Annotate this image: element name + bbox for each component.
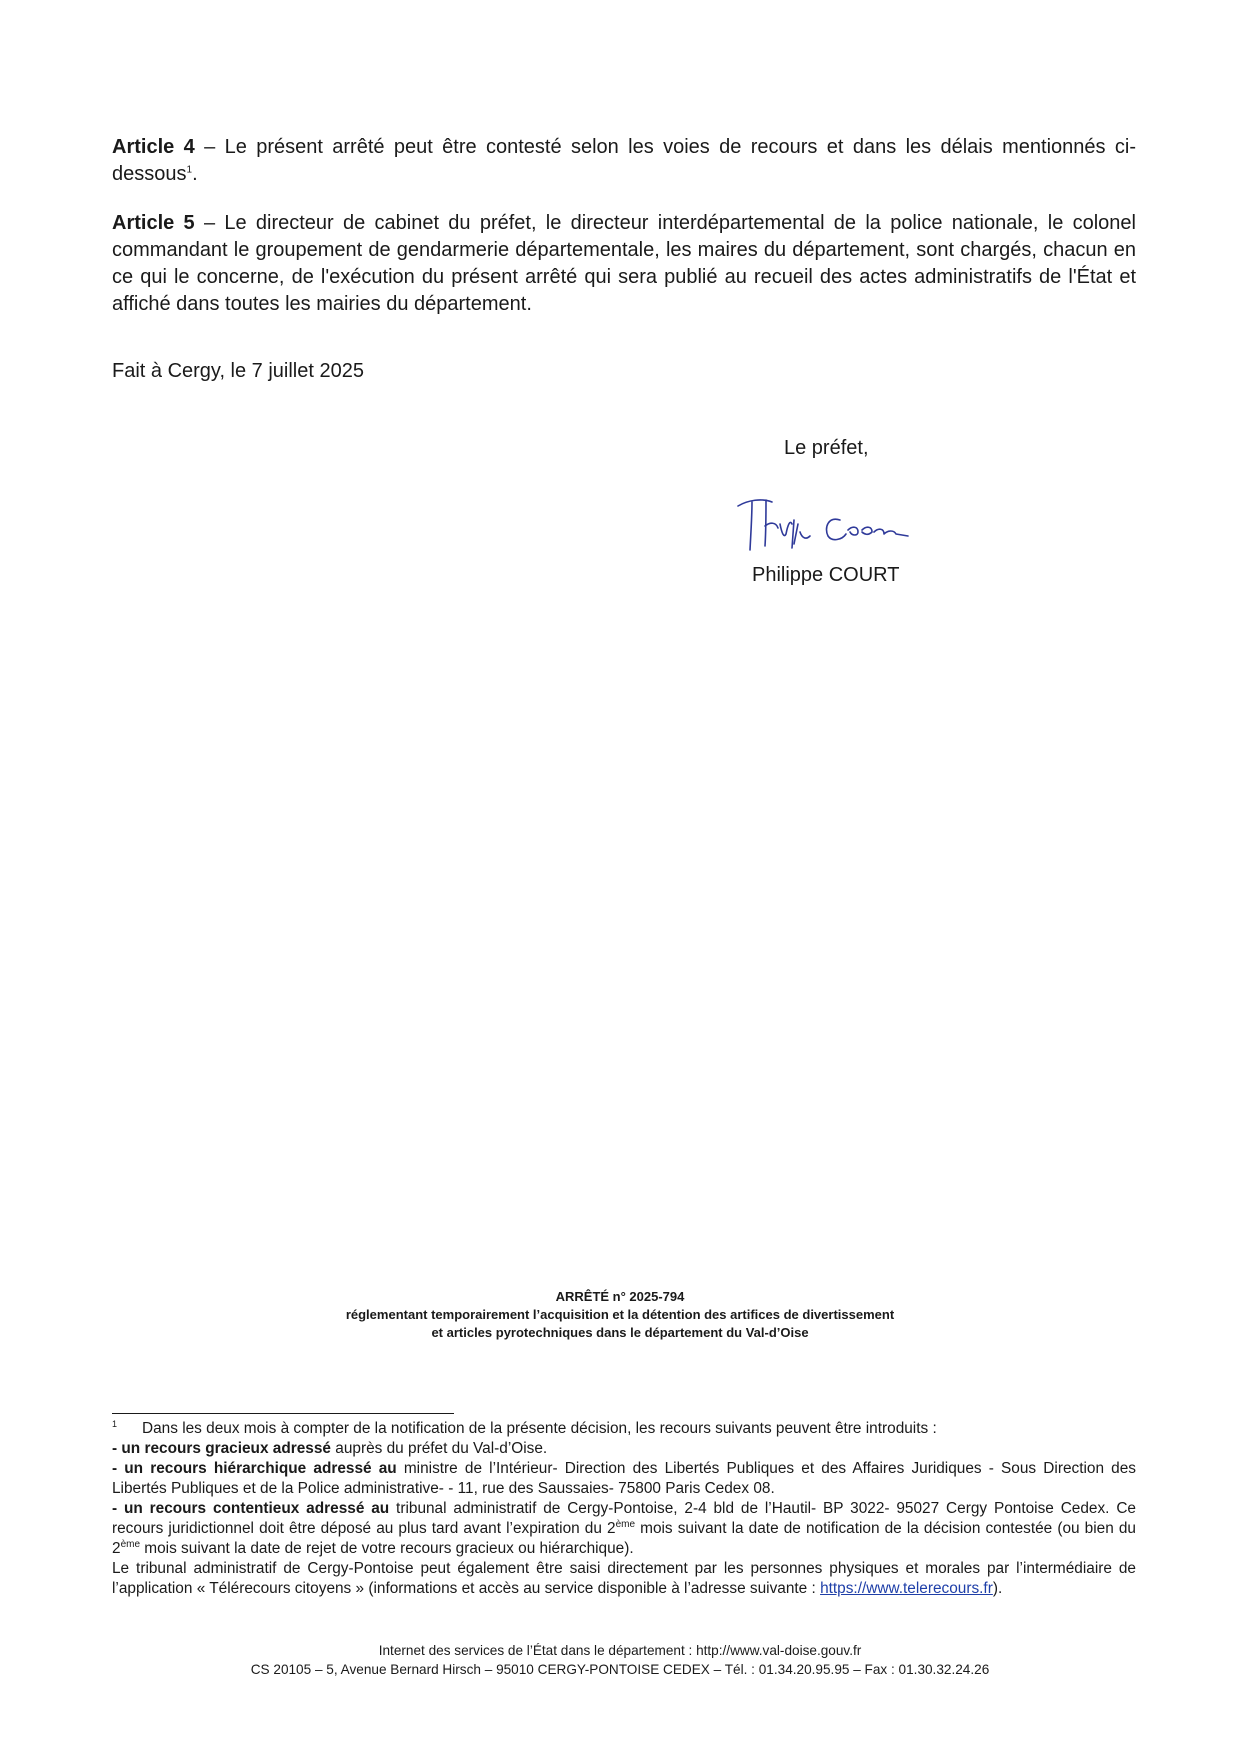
recours-contentieux-text-c: mois suivant la date de rejet de votre recours gracieux ou hiérarchique). <box>140 1540 634 1557</box>
article-5-label: Article 5 <box>112 212 195 234</box>
recours-contentieux-text-a: tribunal administratif de Cergy-Pontoise, 2-4 bld de l’Hautil- BP 3022- 95027 Cergy Pontoise Cedex. Ce recours juridictionnel doit être déposé au plus tard avant l’expiration du 2 <box>112 1500 1136 1537</box>
recours-hierarchique-label: - un recours hiérarchique adressé au <box>112 1460 397 1477</box>
footnote-recours-gracieux <box>112 1439 1136 1459</box>
recours-gracieux-text: auprès du préfet du Val-d’Oise. <box>331 1440 548 1457</box>
article-4-text: Le présent arrêté peut être contesté selon les voies de recours et dans les délais mentionnés ci-dessous <box>112 136 1136 185</box>
arrete-number: ARRÊTÉ n° 2025-794 <box>555 1289 685 1304</box>
footnote-reference: 1 <box>186 164 193 176</box>
telerecours-link[interactable]: https://www.telerecours.fr <box>820 1580 993 1597</box>
telerecours-text: Le tribunal administratif de Cergy-Pontoise peut également être saisi directement par les personnes physiques et morales par l’intermédiaire de l’application « Télérecours citoyens » (informations et accès au service disponible à l’adresse suivante : <box>112 1560 1136 1597</box>
footnote-intro-text: Dans les deux mois à compter de la notification de la présente décision, les recours suivants peuvent être introduits : <box>142 1420 937 1437</box>
recours-contentieux-label: - un recours contentieux adressé au <box>112 1500 390 1517</box>
article-5-text: Le directeur de cabinet du préfet, le directeur interdépartemental de la police nationale, le colonel commandant le groupement de gendarmerie départementale, les maires du département, sont chargés, chacun en ce qui le concerne, de l'exécution du présent arrêté qui sera publié au recueil des actes administratifs de l'État et affiché dans toutes les mairies du département. <box>112 212 1136 315</box>
telerecours-end: ). <box>992 1580 1003 1597</box>
superscript-eme: ème <box>120 1538 141 1550</box>
recours-gracieux-label: - un recours gracieux adressé <box>112 1440 331 1457</box>
article-5 <box>112 210 1136 318</box>
handwritten-signature <box>728 494 924 560</box>
signatory-name: Philippe COURT <box>752 564 900 586</box>
arrete-title-line-1: réglementant temporairement l’acquisition et la détention des artifices de divertissement <box>345 1307 895 1322</box>
article-4-end: . <box>192 163 198 185</box>
footnote-intro: 1 Dans les deux mois à compter de la notification de la présente décision, les recours suivants peuvent être introduits : <box>112 1418 937 1437</box>
article-4-separator: – <box>194 136 225 158</box>
footnote-separator <box>112 1413 454 1414</box>
superscript-eme: ème <box>615 1518 636 1530</box>
place-date: Fait à Cergy, le 7 juillet 2025 <box>112 360 364 382</box>
footer-address-line: CS 20105 – 5, Avenue Bernard Hirsch – 95010 CERGY-PONTOISE CEDEX – Tél. : 01.34.20.95.95 – Fax : 01.30.32.24.26 <box>250 1662 990 1677</box>
footer-website-line: Internet des services de l’État dans le département : http://www.val-doise.gouv.fr <box>378 1643 862 1658</box>
footnote-recours-contentieux <box>112 1499 1136 1559</box>
signatory-title: Le préfet, <box>784 437 869 459</box>
footnote-telerecours <box>112 1559 1136 1599</box>
recours-hierarchique-text: ministre de l’Intérieur- Direction des Libertés Publiques et des Affaires Juridiques - Sous Direction des Libertés Publiques et de la Police administrative- - 11, rue des Saussaies- 75800 Paris Cedex 08. <box>112 1460 1136 1497</box>
arrete-title-line-2: et articles pyrotechniques dans le département du Val-d’Oise <box>431 1325 809 1340</box>
recours-contentieux-text-b: mois suivant la date de notification de la décision contestée (ou bien du 2 <box>112 1520 1136 1557</box>
article-5-separator: – <box>194 212 225 234</box>
article-4-label: Article 4 <box>112 136 195 158</box>
article-4 <box>112 134 1136 188</box>
footnote-recours-hierarchique <box>112 1459 1136 1499</box>
